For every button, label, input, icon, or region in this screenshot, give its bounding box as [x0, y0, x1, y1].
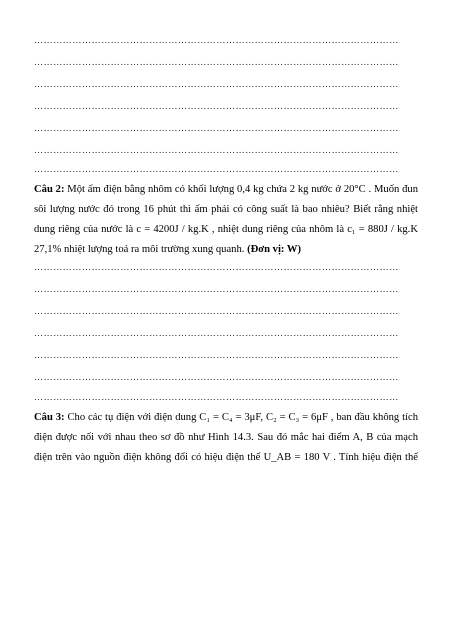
question-label: Câu 2: [34, 184, 65, 195]
answer-line: …………………………………………………………………………………………………… [34, 392, 399, 402]
question-2 [34, 180, 418, 260]
question-3-line-1 [34, 408, 418, 428]
answer-line: …………………………………………………………………………………………………… [34, 35, 399, 45]
question-2-line-1 [34, 180, 418, 200]
question-3-line-3: điện trên vào nguồn điện không đổi có hiệu điện thế U_AB = 180 V . Tính hiệu điện thế [34, 452, 418, 463]
answer-line: …………………………………………………………………………………………………… [34, 164, 399, 174]
answer-line: …………………………………………………………………………………………………… [34, 262, 399, 272]
answer-line: …………………………………………………………………………………………………… [34, 306, 399, 316]
question-3-line-2: điện được nối với nhau theo sơ đồ như Hình 14.3. Sau đó mắc hai điểm A, B của mạch [34, 432, 418, 443]
question-2-line-2: sôi lượng nước đó trong 16 phút thì ấm phải có công suất là bao nhiêu? Biết rằng nhiệt [34, 204, 418, 215]
question-2-line-3: dung riêng của nước là c = 4200J / kg.K , nhiệt dung riêng của nhôm là c₁ = 880J / kg.K [34, 224, 418, 235]
answer-line: …………………………………………………………………………………………………… [34, 284, 399, 294]
question-label: Câu 3: [34, 412, 65, 423]
question-text: 27,1% nhiệt lượng toả ra môi trường xung quanh. [34, 244, 248, 255]
answer-line: …………………………………………………………………………………………………… [34, 350, 399, 360]
answer-line: …………………………………………………………………………………………………… [34, 79, 399, 89]
question-3 [34, 408, 418, 468]
answer-line: …………………………………………………………………………………………………… [34, 328, 399, 338]
answer-line: …………………………………………………………………………………………………… [34, 101, 399, 111]
answer-line: …………………………………………………………………………………………………… [34, 123, 399, 133]
answer-line: …………………………………………………………………………………………………… [34, 372, 399, 382]
unit-note: (Đơn vị: W) [247, 244, 301, 255]
question-text: Cho các tụ điện với điện dung C₁ = C₄ = 3μF, C₂ = C₃ = 6μF , ban đầu không tích [67, 412, 418, 423]
answer-line: …………………………………………………………………………………………………… [34, 145, 399, 155]
question-2-line-4 [34, 240, 418, 260]
answer-line: …………………………………………………………………………………………………… [34, 57, 399, 67]
question-text: Một ấm điện bằng nhôm có khối lượng 0,4 kg chứa 2 kg nước ở 20°C . Muốn đun [67, 184, 418, 195]
